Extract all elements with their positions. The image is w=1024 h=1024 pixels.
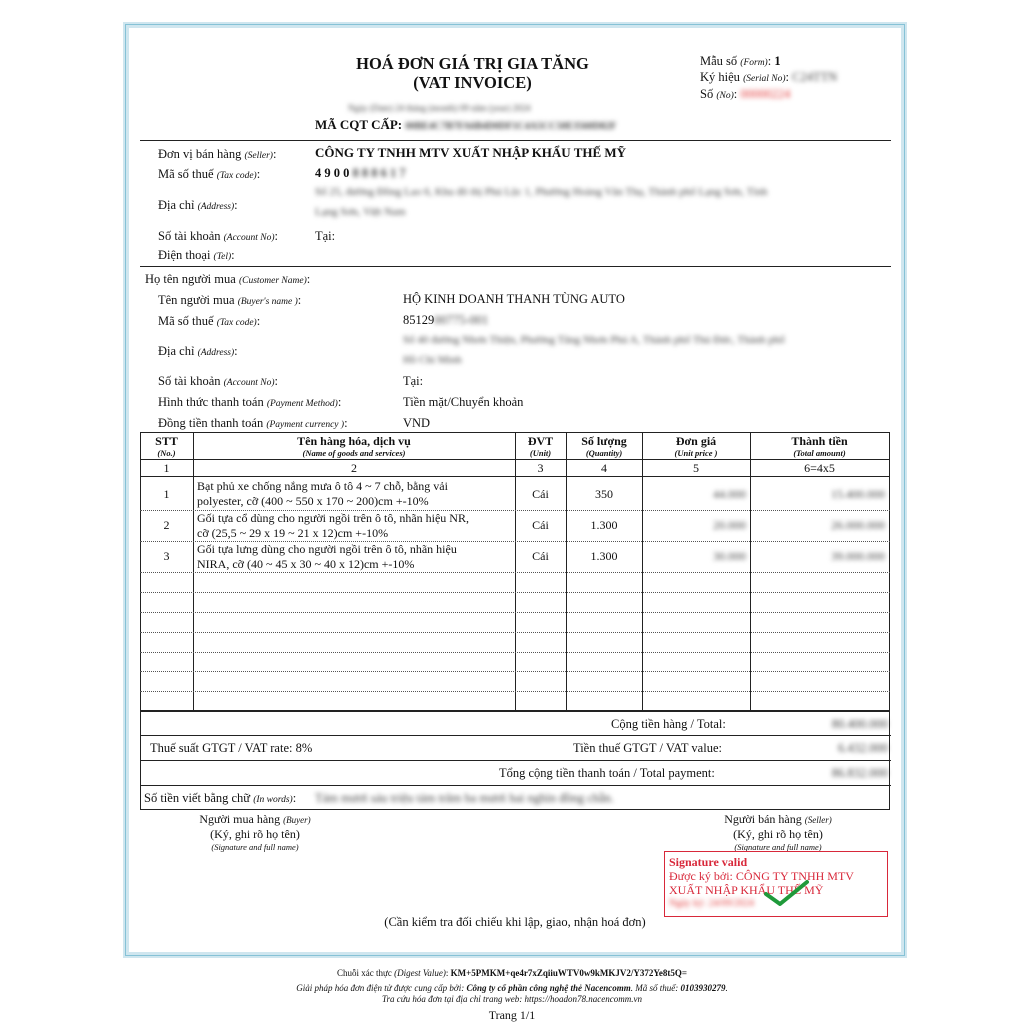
row-unit: Cái (532, 518, 549, 532)
payment-method-label: Hình thức thanh toán (Payment Method): (158, 395, 342, 409)
row-quantity: 350 (595, 487, 613, 501)
signed-date: Ngày ký: 24/09/2024 (669, 898, 754, 909)
signed-by: Được ký bởi: CÔNG TY TNHH MTV (669, 869, 854, 883)
divider (140, 735, 891, 736)
seller-tax-label: Mã số thuế (Tax code): (158, 167, 261, 181)
border (889, 711, 890, 810)
row-unit: Cái (532, 549, 549, 563)
payment-method: Tiền mặt/Chuyển khoản (403, 395, 524, 409)
buyer-address-2: Hồ Chí Minh (403, 354, 462, 366)
seller-address-label: Địa chỉ (Address): (158, 198, 238, 212)
seller-signature-block (668, 812, 888, 852)
buyer-sign-instruction: (Ký, ghi rõ họ tên) (210, 827, 300, 841)
row-stt: 2 (163, 518, 170, 532)
row-unit: Cái (532, 487, 549, 501)
cqt-value: 00BE4C7B7FA6B4D0DF1C4A5CC50E3560D82F (405, 121, 617, 132)
divider (140, 785, 891, 786)
row-amount: 26.000.000 (831, 518, 885, 532)
buyer-tax-label: Mã số thuế (Tax code): (158, 314, 261, 328)
col-header-unit-price: Đơn giá (Unit price ) (674, 434, 718, 458)
buyer-title: Người mua hàng (Buyer) (199, 812, 311, 826)
row-goods-name: Gối tựa lưng dùng cho người ngồi trên ô tô, nhãn hiệu (197, 542, 457, 556)
index-cell: 6=4x5 (804, 461, 835, 475)
divider (140, 760, 891, 761)
row-goods-name-2: polyester, cỡ (400 ~ 550 x 170 ~ 200)cm +-10% (197, 494, 429, 508)
buyer-account-value: Tại: (403, 374, 424, 388)
seller-title: Người bán hàng (Seller) (724, 812, 832, 826)
signed-by-2: XUẤT NHẬP KHẨU THẾ MỸ (669, 883, 824, 897)
seller-account-label: Số tài khoản (Account No): (158, 229, 279, 243)
invoice-number: Số (No): 00000224 (700, 87, 791, 101)
words-label: Số tiền viết bằng chữ (In words): (144, 791, 297, 805)
buyer-name-label: Tên người mua (Buyer's name ): (158, 293, 302, 307)
divider (140, 140, 891, 141)
index-cell: 4 (601, 461, 607, 475)
cqt-label: MÃ CQT CẤP: (315, 117, 403, 132)
divider (140, 266, 891, 267)
col-header-name: Tên hàng hóa, dịch vụ (Name of goods and services) (297, 434, 411, 458)
customer-name-label: Họ tên người mua (Customer Name): (145, 272, 311, 286)
seller-address: Số 25, đường Đồng Lao 6, Khu đô thị Phú Lộc 1, Phường Hoàng Văn Thụ, Thành phố Lạng Sơn, Tỉnh (315, 186, 768, 198)
row-quantity: 1.300 (590, 518, 618, 532)
row-goods-name: Gối tựa cổ dùng cho người ngồi trên ô tô, nhãn hiệu NR, (197, 511, 469, 525)
currency: VND (403, 416, 431, 430)
index-cell: 1 (163, 461, 170, 475)
seller-account-value: Tại: (315, 229, 336, 243)
seller-unit-label: Đơn vị bán hàng (Seller): (158, 147, 277, 161)
seller-name: CÔNG TY TNHH MTV XUẤT NHẬP KHẨU THẾ MỸ (315, 145, 627, 160)
row-stt: 3 (163, 549, 170, 563)
seller-sign-instruction: (Ký, ghi rõ họ tên) (733, 827, 823, 841)
row-unit-price: 20.000 (713, 518, 746, 532)
buyer-address: Số 40 đường Nhơn Thiện, Phường Tăng Nhơn Phú A, Thành phố Thủ Đức, Thành phố (403, 334, 785, 346)
buyer-address-label: Địa chỉ (Address): (158, 344, 238, 358)
col-header-unit: ĐVT (Unit) (527, 434, 554, 458)
serial-number: Ký hiệu (Serial No): C24TTN (700, 70, 838, 84)
vat-rate: Thuế suất GTGT / VAT rate: 8% (150, 741, 313, 755)
cqt-code (315, 117, 616, 133)
buyer-name: HỘ KINH DOANH THANH TÙNG AUTO (403, 292, 625, 306)
currency-label: Đồng tiền thanh toán (Payment currency ): (158, 416, 348, 430)
row-amount: 15.400.000 (831, 487, 885, 501)
buyer-tax-code: 8512900775-001 (403, 313, 489, 327)
amount-in-words: Tám mươi sáu triệu tám trăm ba mươi hai nghìn đồng chẵn. (315, 791, 614, 805)
total-value: 80.400.000 (831, 717, 888, 731)
row-goods-name-2: cỡ (25,5 ~ 29 x 19 ~ 21 x 12)cm +-10% (197, 526, 389, 540)
total-payment-value: 86.832.000 (831, 766, 888, 780)
row-unit-price: 30.000 (713, 549, 746, 563)
page-number: Trang 1/1 (488, 1008, 536, 1022)
col-header-stt: STT (No.) (155, 434, 178, 458)
digital-signature-box (664, 851, 888, 917)
provider-line: Giải pháp hóa đơn điện tử được cung cấp bởi: Công ty cổ phần công nghệ thẻ Nacencomm. Mã số thuế: 0103930279. (296, 983, 728, 993)
signature-valid-title: Signature valid (669, 855, 748, 869)
digest-line: Chuỗi xác thực (Digest Value): KM+5PMKM+qe4r7xZqiiuWTV0w9kMKJV2/Y372Ye8t5Q= (336, 968, 687, 978)
buyer-signature-block (145, 812, 365, 852)
invoice-title: HOÁ ĐƠN GIÁ TRỊ GIA TĂNG (356, 54, 589, 73)
vat-value-label: Tiền thuế GTGT / VAT value: (573, 741, 722, 755)
seller-phone-label: Điện thoại (Tel): (158, 248, 235, 262)
index-cell: 5 (693, 461, 699, 475)
seller-tax-code: 4 9 0 0 8 8 8 6 1 7 (315, 166, 406, 180)
check-icon (763, 878, 809, 908)
row-amount: 39.000.000 (831, 549, 885, 563)
invoice-date: Ngày (Date) 24 tháng (month) 09 năm (year) 2024 (348, 103, 531, 113)
row-unit-price: 44.000 (713, 487, 746, 501)
index-cell: 2 (351, 461, 357, 475)
col-header-amount: Thành tiền (Total amount) (791, 434, 848, 458)
buyer-sign-instruction-en: (Signature and full name) (211, 842, 299, 852)
invoice-title-en: (VAT INVOICE) (413, 73, 532, 92)
lookup-line: Tra cứu hóa đơn tại địa chỉ trang web: https://hoadon78.nacencomm.vn (382, 994, 642, 1004)
verification-note: (Cần kiểm tra đối chiếu khi lập, giao, nhận hoá đơn) (384, 915, 646, 929)
row-goods-name-2: NIRA, cỡ (40 ~ 45 x 30 ~ 40 x 12)cm +-10% (197, 557, 415, 571)
buyer-account-label: Số tài khoản (Account No): (158, 374, 279, 388)
form-number: Mẫu số (Form): 1 (700, 54, 781, 68)
seller-sign-instruction-en: (Signature and full name) (734, 842, 822, 852)
index-cell: 3 (537, 461, 544, 475)
row-goods-name: Bạt phủ xe chống nắng mưa ô tô 4 ~ 7 chỗ, bằng vải (197, 479, 448, 493)
divider (140, 809, 890, 810)
col-header-quantity: Số lượng (Quantity) (581, 434, 627, 458)
vat-value: 6.432.000 (838, 741, 888, 755)
seller-address-2: Lạng Sơn, Việt Nam (315, 206, 406, 218)
border (140, 711, 141, 810)
row-stt: 1 (163, 487, 170, 501)
total-label: Cộng tiền hàng / Total: (611, 717, 726, 731)
total-payment-label: Tổng cộng tiền thanh toán / Total payment: (499, 766, 715, 780)
row-quantity: 1.300 (590, 549, 618, 563)
